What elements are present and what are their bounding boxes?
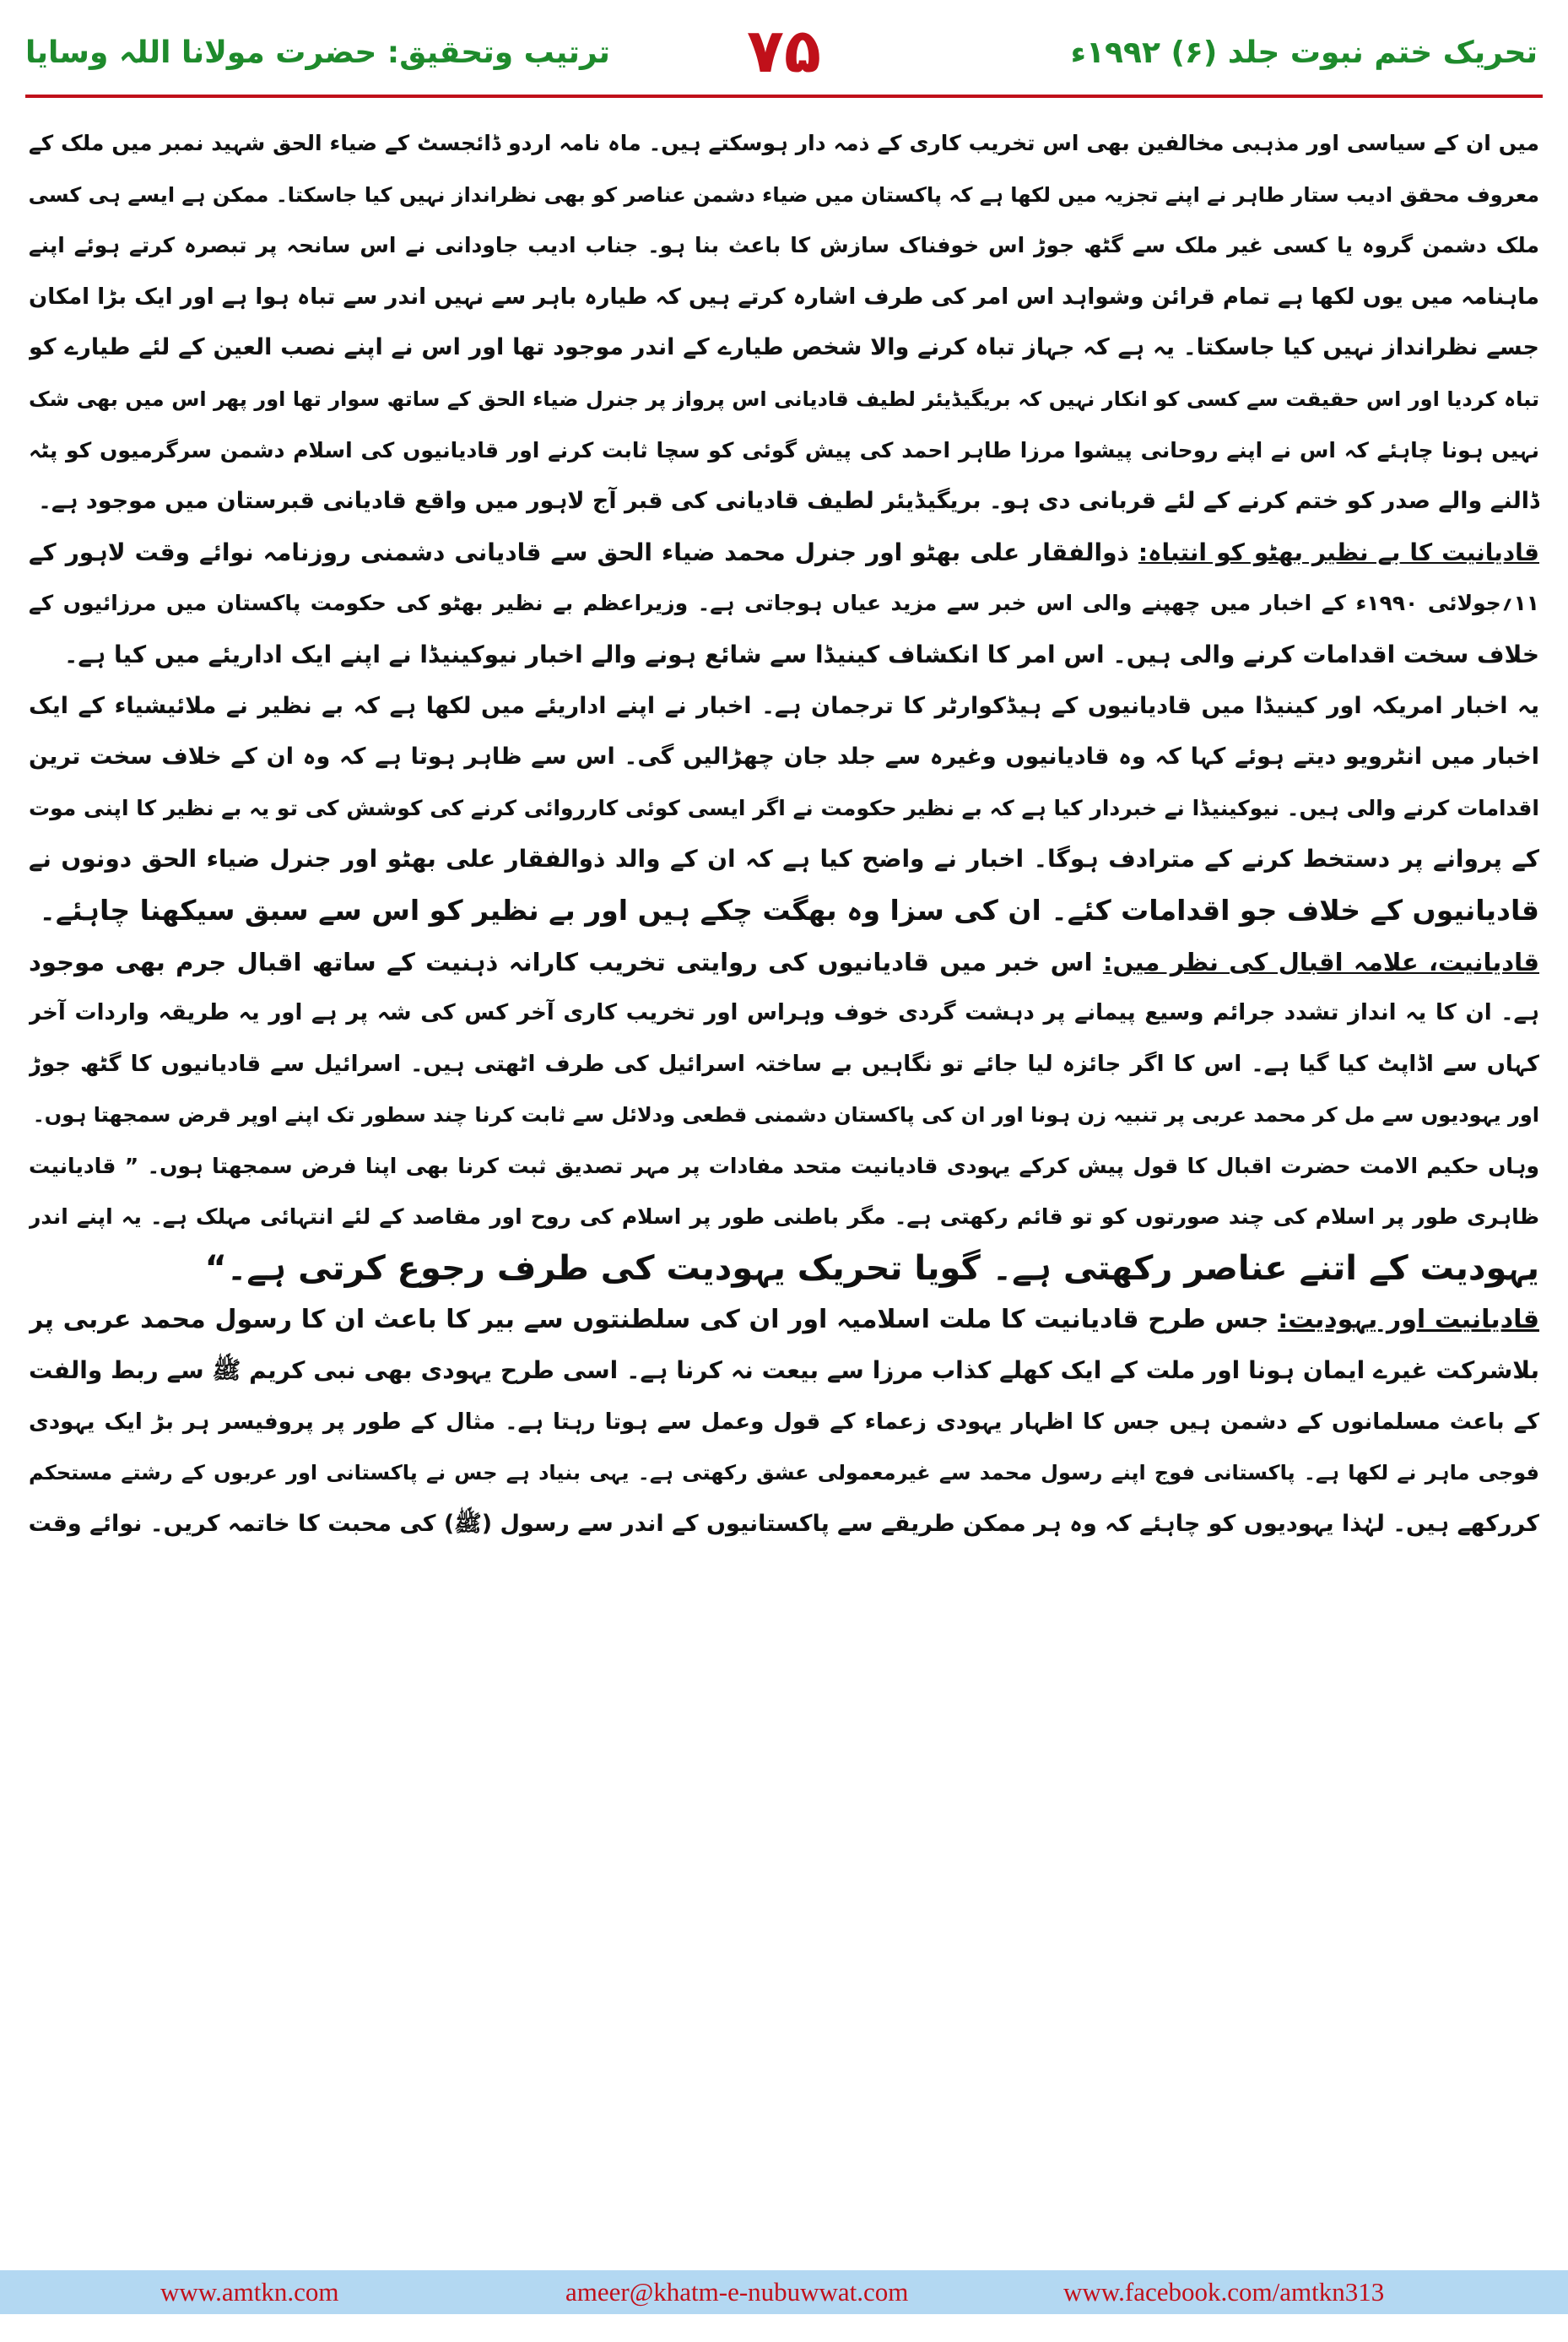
text-line: کہاں سے اڈاپٹ کیا گیا ہے۔ اس کا اگر جائزہ لیا جائے تو نگاہیں بے ساختہ اسرائیل کی طرف اٹھتی ہیں۔ اسرائیل سے قادیانیوں کا گٹھ جوڑ: [29, 1051, 1539, 1077]
text-line: فوجی ماہر نے لکھا ہے۔ پاکستانی فوج اپنے رسول محمد سے غیرمعمولی عشق رکھتی ہے۔ یہی بنیاد ہے جس نے پاکستانی اور عربوں کے رشتے مستحکم: [29, 1461, 1539, 1485]
text-line: نہیں ہونا چاہئے کہ اس نے اپنے روحانی پیشوا مرزا طاہر احمد کی پیش گوئی کو سچا ثابت کرنے اور قادیانیوں کی اسلام دشمن سرگرمیوں کو پٹہ: [29, 437, 1539, 462]
heading-line: [29, 1295, 1539, 1346]
book-title: تحریک ختم نبوت جلد (۶) ۱۹۹۲ء: [1070, 35, 1538, 70]
body-text: [29, 118, 1539, 2228]
page-footer: [0, 2270, 1568, 2314]
text-line: میں ان کے سیاسی اور مذہبی مخالفین بھی اس تخریب کاری کے ذمہ دار ہوسکتے ہیں۔ ماہ نامہ اردو ڈائجسٹ کے ضیاء الحق شہید نمبر میں ملک کے: [29, 131, 1539, 155]
text-run: ذوالفقار علی بھٹو اور جنرل محمد ضیاء الحق سے قادیانی دشمنی روزنامہ نوائے وقت لاہور کے: [29, 538, 1129, 566]
text-line: کررکھے ہیں۔ لہٰذا یہودیوں کو چاہئے کہ وہ ہر ممکن طریقے سے پاکستانیوں کے اندر سے رسول (ﷺ) کی محبت کا خاتمہ کریں۔ نوائے وقت: [29, 1511, 1539, 1538]
page-header: [0, 0, 1568, 100]
text-line: معروف محقق ادیب ستار طاہر نے اپنے تجزیہ میں لکھا ہے کہ پاکستان میں ضیاء دشمن عناصر کو بھی نظرانداز نہیں کیا جاسکتا۔ ممکن ہے ایسے ہی کسی: [29, 182, 1539, 207]
header-rule: [25, 95, 1543, 98]
text-line: کے باعث مسلمانوں کے دشمن ہیں جس کا اظہار یہودی زعماء کے قول وعمل سے ہوتا رہتا ہے۔ مثال کے طور پر پروفیسر ہر بڑ ایک یہودی: [29, 1409, 1539, 1435]
section-heading: قادیانیت، علامہ اقبال کی نظر میں:: [1102, 947, 1539, 976]
email-link[interactable]: ameer@khatm-e-nubuwwat.com: [565, 2277, 909, 2307]
text-line: یہودیت کے اتنے عناصر رکھتی ہے۔ گویا تحریک یہودیت کی طرف رجوع کرتی ہے۔“: [204, 1249, 1539, 1289]
text-line: ظاہری طور پر اسلام کی چند صورتوں کو تو قائم رکھتی ہے۔ مگر باطنی طور پر اسلام کی روح اور مقاصد کے لئے انتہائی مہلک ہے۔ یہ اپنے اندر: [29, 1204, 1539, 1230]
text-line: بلاشرکت غیرے ایمان ہونا اور ملت کے ایک کھلے کذاب مرزا سے بیعت نہ کرنا ہے۔ اسی طرح یہودی بھی نبی کریم ﷺ سے ربط والفت: [29, 1356, 1539, 1385]
text-line: تباہ کردیا اور اس حقیقت سے کسی کو انکار نہیں کہ بریگیڈیئر لطیف قادیانی اس پرواز پر جنرل ضیاء الحق کے ساتھ سوار تھا اور پھر اس میں بھی شک: [29, 387, 1539, 411]
section-heading: قادیانیت کا بے نظیر بھٹو کو انتباہ:: [1138, 538, 1539, 566]
text-line: ماہنامہ میں یوں لکھا ہے تمام قرائن وشواہد اس امر کی طرف اشارہ کرتے ہیں کہ طیارہ باہر سے نہیں اندر سے تباہ ہوا ہے اور ایک بڑا امکان: [29, 284, 1539, 310]
text-line: ڈالنے والے صدر کو ختم کرنے کے لئے قربانی دی ہو۔ بریگیڈیئر لطیف قادیانی کی قبر آج لاہور میں واقع قادیانی قبرستان میں موجود ہے۔: [38, 488, 1539, 515]
heading-line: [29, 937, 1539, 988]
text-line: قادیانیوں کے خلاف جو اقدامات کئے۔ ان کی سزا وہ بھگت چکے ہیں اور بے نظیر کو اس سے سبق سیکھنا چاہئے۔: [39, 893, 1539, 927]
text-line: کے پروانے پر دستخط کرنے کے مترادف ہوگا۔ اخبار نے واضح کیا ہے کہ ان کے والد ذوالفقار علی بھٹو اور جنرل ضیاء الحق دونوں نے: [29, 845, 1539, 874]
text-line: خلاف سخت اقدامات کرنے والی ہیں۔ اس امر کا انکشاف کینیڈا سے شائع ہونے والے اخبار نیوکینیڈا نے اپنے ایک اداریئے میں کیا ہے۔: [64, 640, 1539, 668]
text-line: ہے۔ ان کا یہ انداز تشدد جرائم وسیع پیمانے پر دہشت گردی خوف وہراس اور تخریب کاری آخر کس کی شہ پر ہے اور یہ طریقہ واردات آخر: [29, 1000, 1539, 1026]
text-line: ۱۱؍جولائی ۱۹۹۰ء کے اخبار میں چھپنے والی اس خبر سے مزید عیاں ہوجاتی ہے۔ وزیراعظم بے نظیر بھٹو کی حکومت پاکستان میں مرزائیوں کے: [29, 591, 1539, 616]
editor-credit: ترتیب وتحقیق: حضرت مولانا اللہ وسایا: [25, 35, 610, 70]
text-run: اس خبر میں قادیانیوں کی روایتی تخریب کارانہ ذہنیت کے ساتھ اقبال جرم بھی موجود: [29, 947, 1093, 976]
text-line: اخبار میں انٹرویو دیتے ہوئے کہا کہ وہ قادیانیوں وغیرہ سے جلد جان چھڑالیں گی۔ اس سے ظاہر ہوتا ہے کہ وہ ان کے خلاف سخت ترین: [29, 744, 1539, 771]
text-line: یہ اخبار امریکہ اور کینیڈا میں قادیانیوں کے ہیڈکوارٹر کا ترجمان ہے۔ اخبار نے اپنے اداریئے میں لکھا ہے کہ بے نظیر نے ملائیشیاء کے ایک: [29, 692, 1539, 719]
facebook-link[interactable]: www.facebook.com/amtkn313: [1063, 2277, 1385, 2307]
text-line: ملک دشمن گروہ یا کسی غیر ملک سے گٹھ جوڑ اس خوفناک سازش کا باعث بنا ہو۔ جناب ادیب جاودانی نے اس سانحہ پر تبصرہ کرتے ہوئے اپنے: [29, 233, 1539, 258]
text-line: جسے نظرانداز نہیں کیا جاسکتا۔ یہ ہے کہ جہاز تباہ کرنے والا شخص طیارے کے اندر موجود تھا اور اس نے اپنے نصب العین کے لئے طیارے کو: [29, 334, 1539, 361]
text-line: اور یہودیوں سے مل کر محمد عربی پر تنبیہ زن ہونا اور ان کی پاکستان دشمنی قطعی ودلائل سے ثابت کرنا چند سطور تک اپنے اوپر قرض سمجھتا ہوں۔: [32, 1103, 1539, 1128]
heading-line: [29, 527, 1539, 579]
section-heading: قادیانیت اور یہودیت:: [1278, 1304, 1539, 1334]
page-number: ۷۵: [747, 15, 821, 86]
text-line: اقدامات کرنے والی ہیں۔ نیوکینیڈا نے خبردار کیا ہے کہ بے نظیر حکومت نے اگر ایسی کوئی کارروائی کرنے کی کوشش کی تو یہ بے نظیر کا اپنی موت: [29, 795, 1539, 820]
website-link[interactable]: www.amtkn.com: [160, 2277, 339, 2307]
text-run: جس طرح قادیانیت کا ملت اسلامیہ اور ان کی سلطنتوں سے بیر کا باعث ان کا رسول محمد عربی پر: [29, 1304, 1269, 1334]
text-line: وہاں حکیم الامت حضرت اقبال کا قول پیش کرکے یہودی قادیانیت متحد مفادات پر مہر تصدیق ثبت کرنا بھی اپنا فرض سمجھتا ہوں۔ ” قادیانیت: [29, 1153, 1539, 1178]
